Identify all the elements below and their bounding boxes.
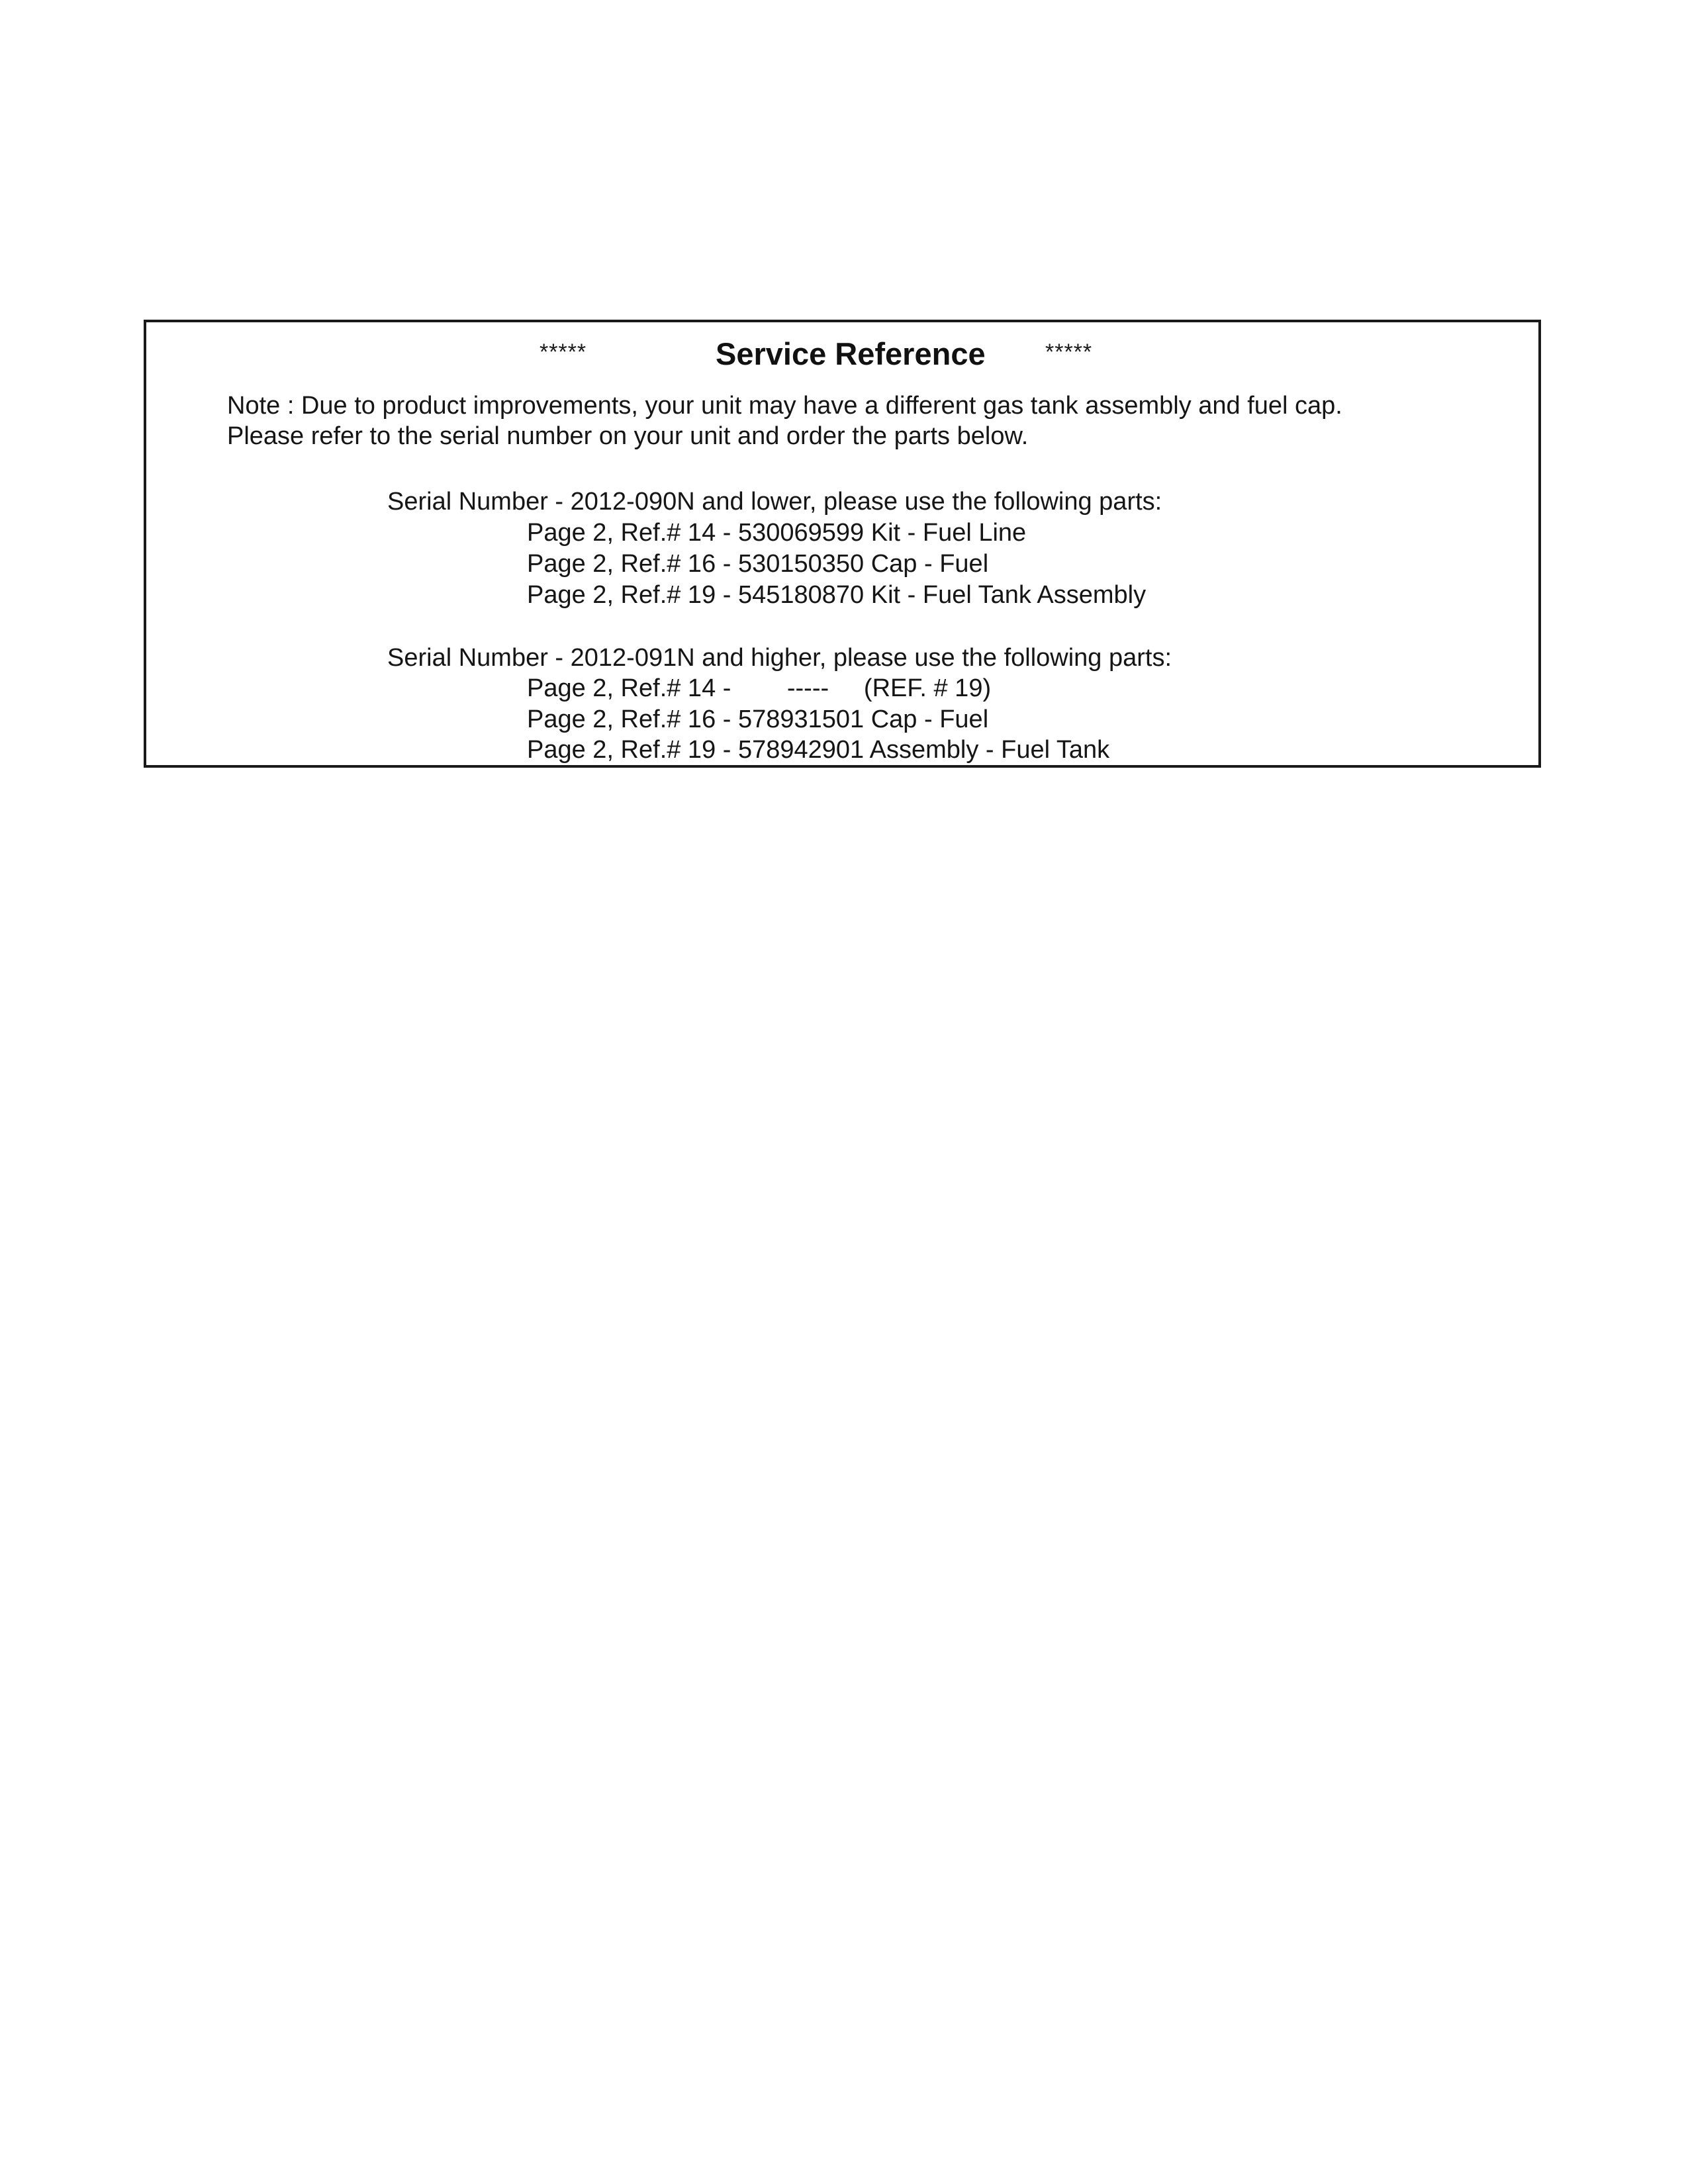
serial-group-2-part-2: Page 2, Ref.# 16 - 578931501 Cap - Fuel	[527, 705, 989, 733]
stars-right: *****	[1045, 340, 1093, 365]
service-reference-box	[144, 320, 1541, 768]
stars-left: *****	[539, 340, 587, 365]
serial-group-2-header: Serial Number - 2012-091N and higher, please use the following parts:	[387, 644, 1172, 672]
serial-group-1-part-1: Page 2, Ref.# 14 - 530069599 Kit - Fuel Line	[527, 519, 1027, 547]
serial-group-2-part-3: Page 2, Ref.# 19 - 578942901 Assembly - Fuel Tank	[527, 736, 1110, 764]
note-line-1: Note : Due to product improvements, your unit may have a different gas tank assembly and fuel cap.	[227, 392, 1342, 420]
serial-group-1-part-3: Page 2, Ref.# 19 - 545180870 Kit - Fuel Tank Assembly	[527, 581, 1147, 609]
serial-group-2-part-1: Page 2, Ref.# 14 - ----- (REF. # 19)	[527, 674, 992, 702]
serial-group-1-header: Serial Number - 2012-090N and lower, please use the following parts:	[387, 488, 1162, 516]
serial-group-1-part-2: Page 2, Ref.# 16 - 530150350 Cap - Fuel	[527, 550, 989, 578]
title-row	[146, 336, 1538, 377]
service-reference-title: Service Reference	[716, 336, 986, 371]
note-line-2: Please refer to the serial number on your unit and order the parts below.	[227, 422, 1029, 450]
